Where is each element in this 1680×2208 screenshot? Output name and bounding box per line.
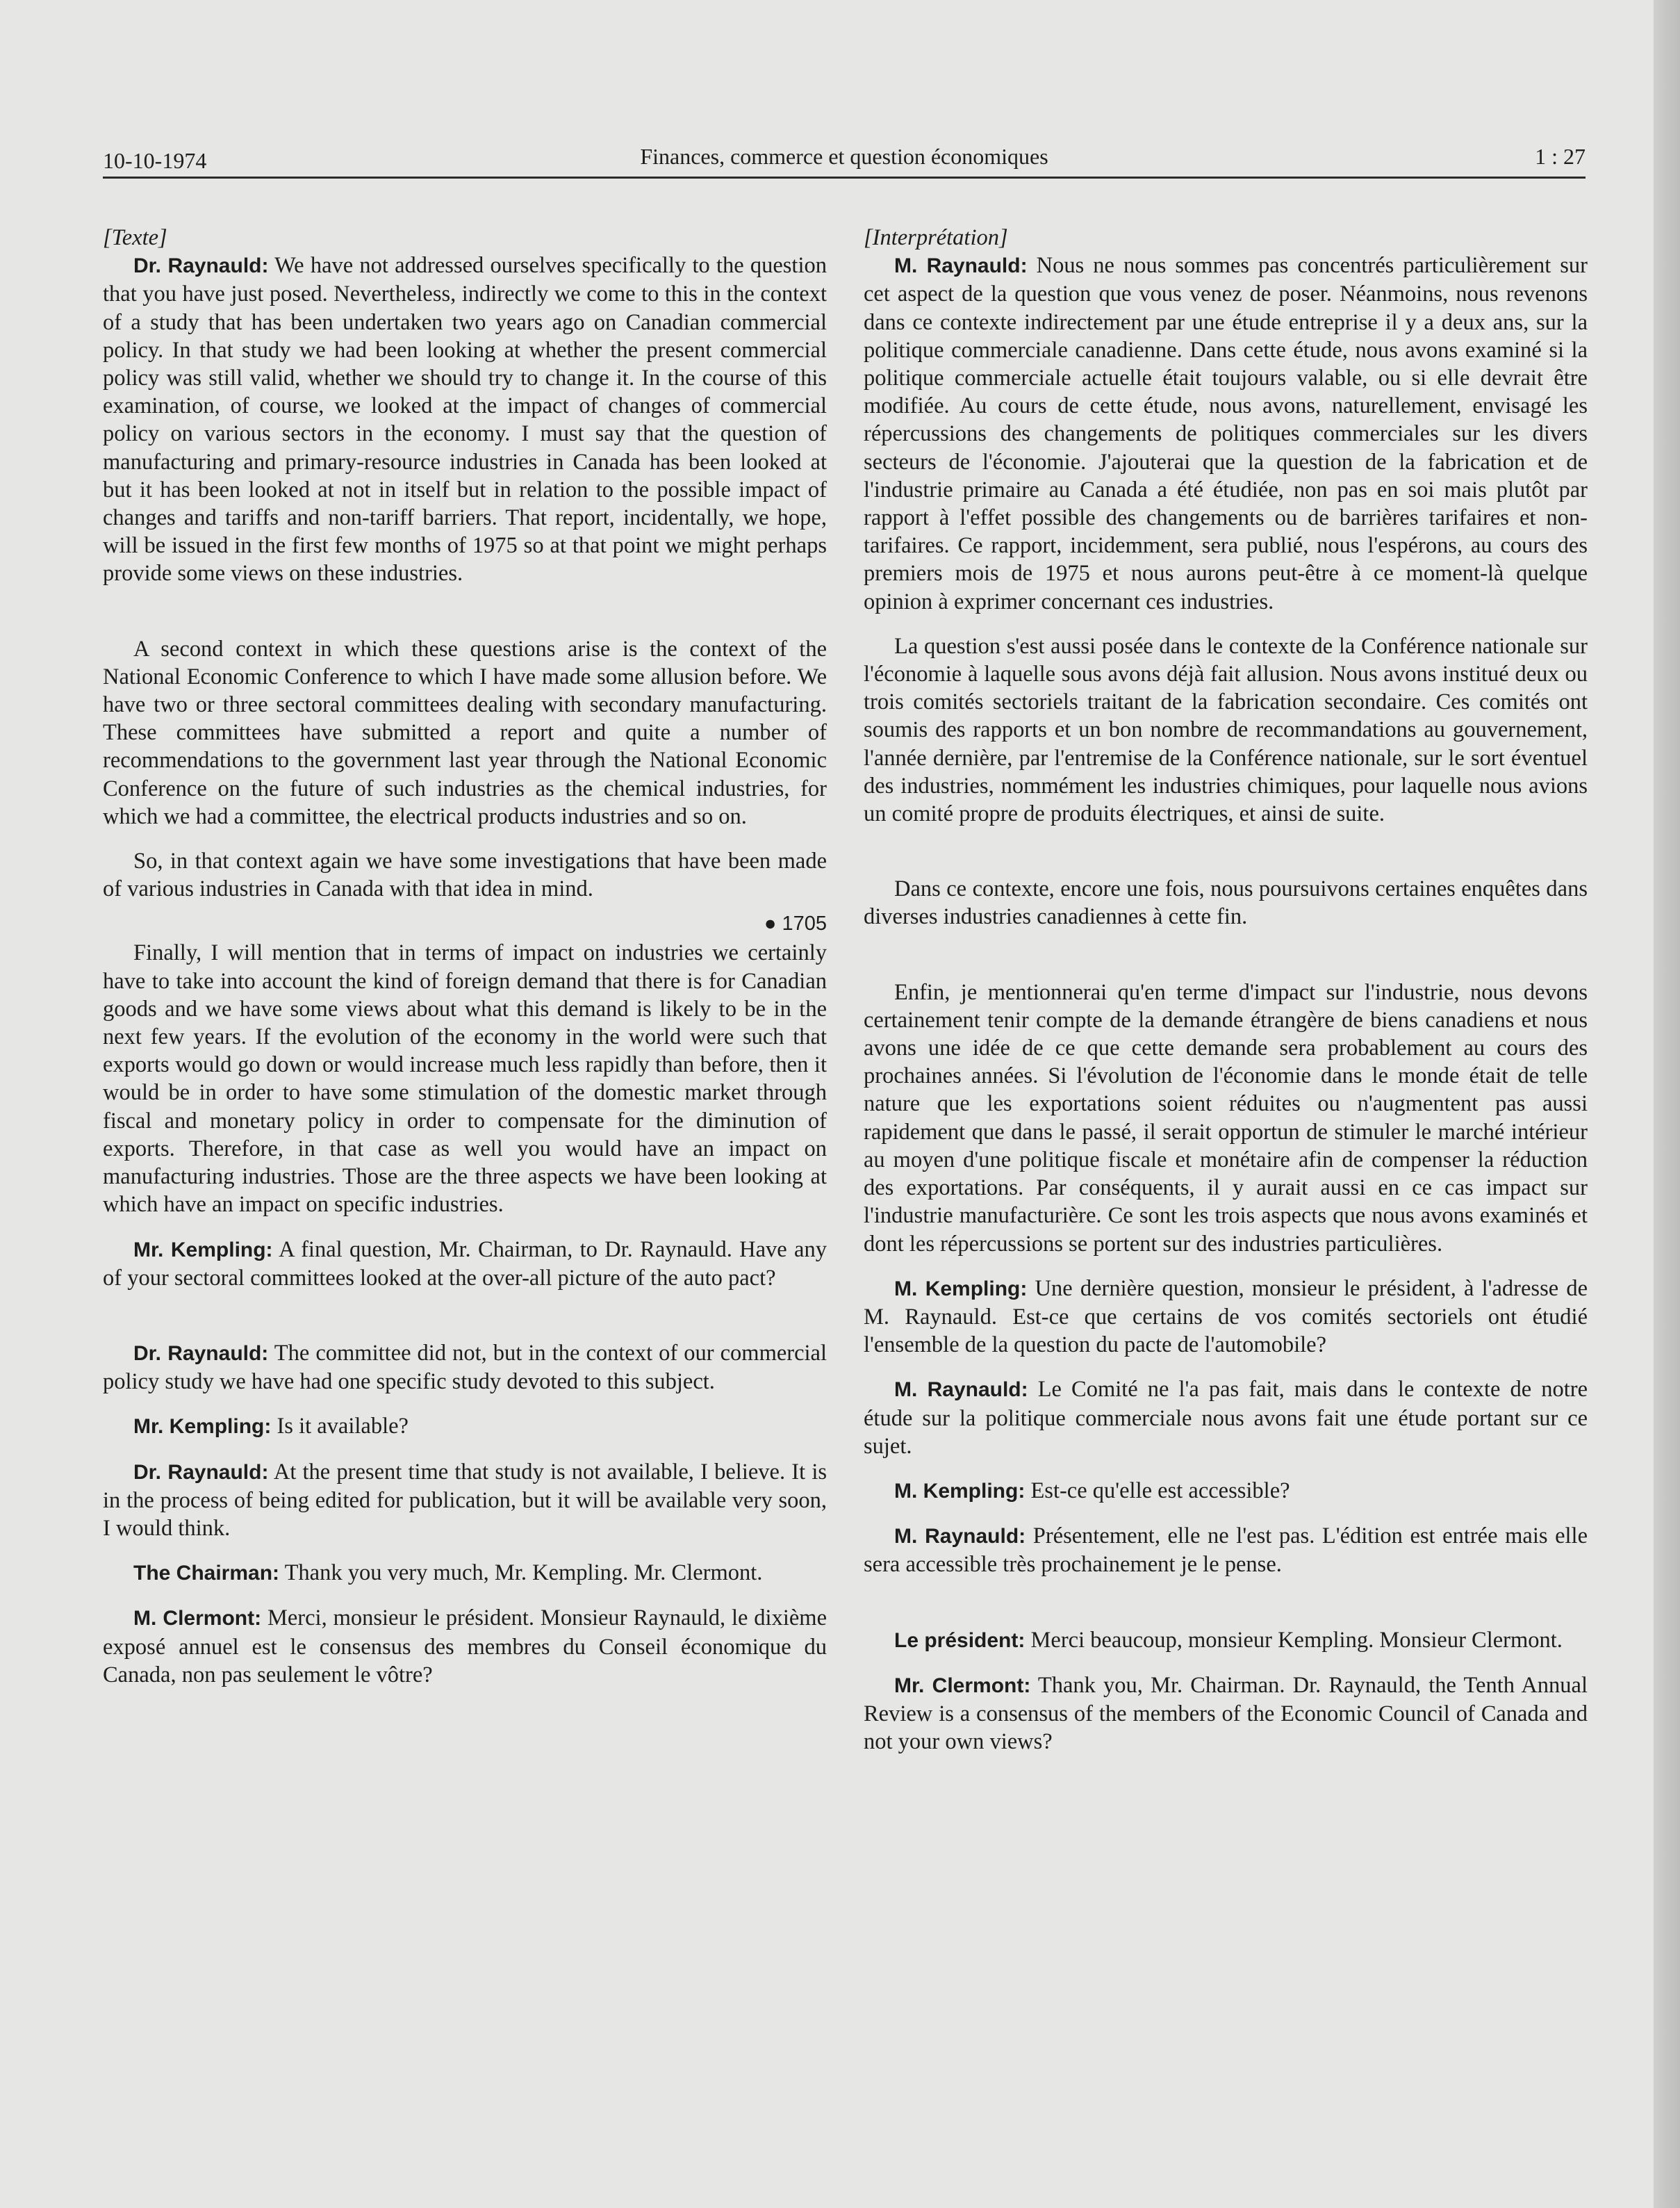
paragraph-text: A second context in which these questions arise is the context of the National Economic Conference to which I have made some allusion before. We have two or three sectoral committees dealing with secondary manufacturing. These committees have submitted a report and quite a number of recommendations to the government last year through the National Economic Conference on the future of such industries as the chemical industries, for which we had a committee, the electrical products industries and so on. bbox=[103, 636, 827, 829]
paragraph bbox=[864, 1275, 1588, 1359]
paragraph-text: Présentement, elle ne l'est pas. L'édition est entrée mais elle sera accessible très prochainement je le pense. bbox=[864, 1523, 1588, 1578]
paragraph-text: Thank you very much, Mr. Kempling. Mr. Clermont. bbox=[284, 1560, 763, 1586]
paragraph bbox=[864, 875, 1588, 931]
paragraph bbox=[103, 1604, 827, 1689]
paragraph-text: The committee did not, but in the context of our commercial policy study we have had one specific study devoted to this subject. bbox=[103, 1340, 827, 1395]
paragraph-text: Thank you, Mr. Chairman. Dr. Raynauld, the Tenth Annual Review is a consensus of the members of the Economic Council of Canada and not your own views? bbox=[864, 1672, 1588, 1755]
speaker-name: M. Kempling: bbox=[894, 1277, 1028, 1300]
header-date: 10-10-1974 bbox=[103, 148, 207, 173]
paragraph-text: Une dernière question, monsieur le président, à l'adresse de M. Raynauld. Est-ce que certains de vos comités sectoriels ont étudié l'ensemble de la question du pacte de l'automobile? bbox=[864, 1275, 1588, 1358]
paragraph bbox=[864, 632, 1588, 828]
paragraph bbox=[103, 1236, 827, 1292]
speaker-name: Le président: bbox=[894, 1628, 1026, 1652]
paragraph-text: La question s'est aussi posée dans le contexte de la Conférence nationale sur l'économie à laquelle sous avons déjà fait allusion. Nous avons institué deux ou trois comités sectoriels traitant de la fabrication secondaire. Ces comités ont soumis des rapports et un bon nombre de recommandations au gouvernement, l'année dernière, par l'entremise de la Conférence nationale, sur le sort éventuel des industries, nommément les industries chimiques, pour laquelle nous avions un comité propre de produits électriques, et ainsi de suite. bbox=[864, 633, 1588, 827]
paragraph bbox=[103, 252, 827, 587]
paragraph bbox=[103, 1559, 827, 1587]
paragraph bbox=[864, 979, 1588, 1258]
paragraph-text: Enfin, je mentionnerai qu'en terme d'impact sur l'industrie, nous devons certainement tenir compte de la demande étrangère de biens canadiens et nous avons une idée de ce que cette demande sera probablement au cours des prochaines années. Si l'évolution de l'économie dans le monde était de telle nature que les exportations soient réduites ou n'augmentent pas aussi rapidement que dans le passé, il serait opportun de stimuler le marché intérieur au moyen d'une politique fiscale et monétaire afin de compenser la réduction des exportations. Par conséquents, il y aurait aussi en ce cas impact sur l'industrie manufacturière. Ce sont les trois aspects que nous avons examinés et dont les répercussions se portent sur des industries particulières. bbox=[864, 979, 1588, 1257]
paragraph-text: We have not addressed ourselves specifically to the question that you have just posed. Nevertheless, indirectly we come to this in the context of a study that has been undertaken two years ago on Canadian commercial policy. In that study we had been looking at whether the present commercial policy was still valid, whether we should try to change it. In the course of this examination, of course, we looked at the impact of changes of commercial policy on various sectors in the economy. I must say that the question of manufacturing and primary-resource industries in Canada has been looked at but it has been looked at not in itself but in relation to the possible impact of changes and tariffs and non-tariff barriers. That report, incidentally, we hope, will be issued in the first few months of 1975 so at that point we might perhaps provide some views on these industries. bbox=[103, 253, 827, 587]
paragraph bbox=[864, 1671, 1588, 1756]
paragraph bbox=[103, 939, 827, 1218]
french-column bbox=[864, 224, 1588, 1772]
page-header bbox=[103, 140, 1586, 179]
paragraph bbox=[864, 1522, 1588, 1578]
speaker-name: Mr. Kempling: bbox=[133, 1415, 272, 1439]
speaker-name: Dr. Raynauld: bbox=[133, 1460, 269, 1484]
paragraph bbox=[103, 635, 827, 831]
paragraph bbox=[103, 1339, 827, 1396]
speaker-name: The Chairman: bbox=[133, 1562, 280, 1585]
paragraph bbox=[103, 847, 827, 903]
speaker-name: M. Clermont: bbox=[133, 1607, 262, 1630]
paragraph bbox=[864, 1477, 1588, 1505]
paragraph-text: So, in that context again we have some investigations that have been made of various industries in Canada with that idea in mind. bbox=[103, 849, 827, 902]
paragraph-text: At the present time that study is not available, I believe. It is in the process of being edited for publication, but it will be available very soon, I would think. bbox=[103, 1459, 827, 1541]
paragraph-text: Merci beaucoup, monsieur Kempling. Monsieur Clermont. bbox=[1030, 1627, 1563, 1653]
paragraph-text: Est-ce qu'elle est accessible? bbox=[1030, 1478, 1290, 1503]
time-marker: ● 1705 bbox=[764, 913, 827, 935]
english-column bbox=[103, 224, 827, 1706]
paragraph bbox=[103, 1458, 827, 1543]
speaker-name: M. Kempling: bbox=[894, 1479, 1026, 1503]
header-title: Finances, commerce et question économiques bbox=[640, 144, 1048, 169]
language-tag: [Texte] bbox=[103, 225, 167, 250]
paragraph-text: Merci, monsieur le président. Monsieur Raynauld, le dixième exposé annuel est le consensus des membres du Conseil économique du Canada, non pas seulement le vôtre? bbox=[103, 1605, 827, 1687]
paragraph bbox=[864, 1626, 1588, 1655]
speaker-name: Mr. Kempling: bbox=[133, 1238, 273, 1261]
speaker-name: Dr. Raynauld: bbox=[133, 1341, 269, 1365]
speaker-name: M. Raynauld: bbox=[894, 254, 1028, 278]
paragraph-text: Finally, I will mention that in terms of impact on industries we certainly have to take into account the kind of foreign demand that there is for Canadian goods and we have some views about what this demand is likely to be in the next few years. If the evolution of the economy in the world were such that exports would go down or would increase much less rapidly than before, then it would be in order to have some stimulation of the domestic market through fiscal and monetary policy in order to compensate for the diminution of exports. Therefore, in that case as well you would have an impact on manufacturing industries. Those are the three aspects we have been looking at which have an impact on specific industries. bbox=[103, 940, 827, 1218]
paragraph bbox=[864, 252, 1588, 616]
paragraph-text: Is it available? bbox=[277, 1414, 409, 1439]
language-tag: [Interprétation] bbox=[864, 225, 1008, 250]
speaker-name: Mr. Clermont: bbox=[894, 1674, 1031, 1697]
paragraph bbox=[864, 1375, 1588, 1460]
paragraph-text: A final question, Mr. Chairman, to Dr. Raynauld. Have any of your sectoral committees looked at the over-all picture of the auto pact? bbox=[103, 1236, 827, 1291]
speaker-name: M. Raynauld: bbox=[894, 1525, 1026, 1548]
speaker-name: Dr. Raynauld: bbox=[133, 254, 269, 278]
paragraph bbox=[103, 1412, 827, 1441]
paragraph-text: Nous ne nous sommes pas concentrés particulièrement sur cet aspect de la question que vous venez de poser. Néanmoins, nous revenons dans ce contexte indirectement par une étude entreprise il y a deux ans, sur la politique commerciale canadienne. Dans cette étude, nous avons examiné si la politique commerciale actuelle était toujours valable, ou si elle devrait être modifiée. Au cours de cette étude, nous avons, naturellement, envisagé les répercussions des changements de politiques commerciales sur les divers secteurs de l'économie. J'ajouterai que la question de la fabrication et de l'industrie primaire au Canada a été étudiée, non pas en soi mais plutôt par rapport à l'effet possible des changements ou de barrières tarifaires et non-tarifaires. Ce rapport, incidemment, sera publié, nous l'espérons, au cours des premiers mois de 1975 et nous aurons peut-être à ce moment-là quelque opinion à exprimer concernant ces industries. bbox=[864, 253, 1588, 614]
speaker-name: M. Raynauld: bbox=[894, 1378, 1028, 1402]
page-edge bbox=[1654, 0, 1680, 2208]
paragraph-text: Dans ce contexte, encore une fois, nous poursuivons certaines enquêtes dans diverses industries canadiennes à cette fin. bbox=[864, 876, 1588, 930]
header-page-number: 1 : 27 bbox=[1535, 144, 1586, 169]
paragraph-text: Le Comité ne l'a pas fait, mais dans le contexte de notre étude sur la politique commerciale nous avons fait une étude portant sur ce sujet. bbox=[864, 1377, 1588, 1459]
